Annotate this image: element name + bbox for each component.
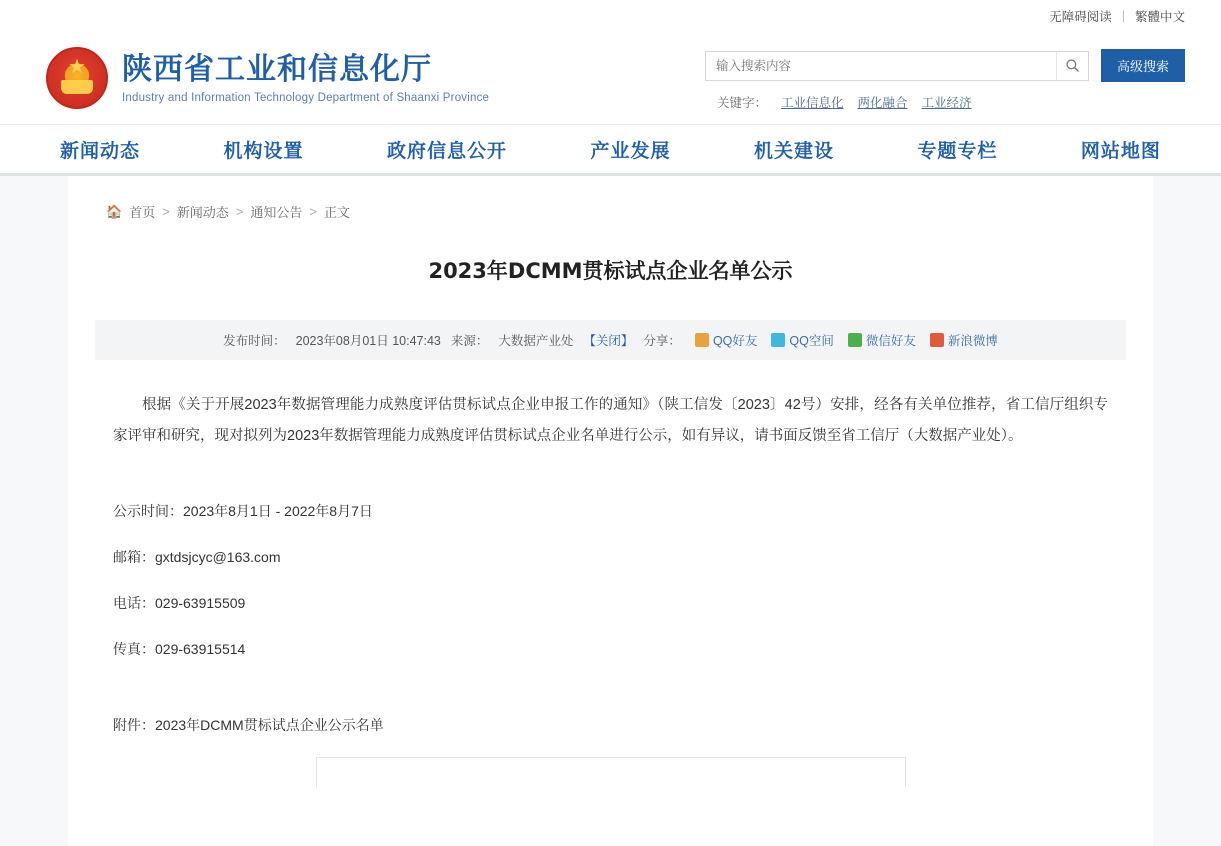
advanced-search-button[interactable]: 高级搜索 [1101, 49, 1185, 82]
home-icon: 🏠 [106, 203, 123, 219]
source-value: 大数据产业处 [498, 334, 574, 349]
article-meta-bar [95, 320, 1126, 360]
page-background [0, 176, 1221, 846]
attachment-line[interactable] [68, 685, 1153, 735]
breadcrumb [68, 176, 1153, 221]
site-brand[interactable] [46, 47, 489, 109]
nav-item-industry-development[interactable]: 产业发展 [590, 139, 671, 162]
keyword-item-1[interactable]: 两化融合 [857, 96, 908, 110]
share-weibo[interactable] [930, 331, 998, 349]
national-emblem-icon [46, 47, 108, 109]
nav-item-organization[interactable]: 机构设置 [223, 139, 304, 162]
site-title-en: Industry and Information Technology Department of Shaanxi Province [122, 92, 490, 104]
nav-item-sitemap[interactable]: 网站地图 [1080, 139, 1161, 162]
info-email: 邮箱：gxtdsjcyc@163.com [113, 549, 281, 566]
article-body [68, 360, 1153, 451]
nav-item-news[interactable]: 新闻动态 [60, 139, 141, 162]
nav-item-special-columns[interactable]: 专题专栏 [917, 139, 998, 162]
publish-time-label: 发布时间： [223, 334, 286, 349]
qq-icon [695, 333, 709, 347]
breadcrumb-item-3: 正文 [324, 205, 351, 220]
breadcrumb-item-0[interactable]: 首页 [129, 205, 156, 220]
attachment-label: 附件：2023年DCMM贯标试点企业公示名单 [113, 717, 384, 734]
source-label: 来源： [450, 334, 489, 349]
publish-time-value: 2023年08月01日 10:47:43 [295, 334, 441, 349]
keyword-list [705, 93, 1185, 111]
site-header [0, 32, 1221, 124]
topbar-separator: | [1121, 9, 1125, 23]
info-public-period: 公示时间：2023年8月1日 - 2022年8月7日 [113, 503, 373, 520]
info-phone: 电话：029-63915509 [113, 595, 246, 612]
share-qq-zone[interactable] [771, 331, 833, 349]
keyword-item-0[interactable]: 工业信息化 [781, 96, 844, 110]
qzone-icon [771, 333, 785, 347]
search-area [705, 45, 1185, 111]
info-fax: 传真：029-63915514 [113, 641, 246, 658]
accessibility-link[interactable]: 无障碍阅读 [1049, 10, 1112, 24]
page-title: 2023年DCMM贯标试点企业名单公示 [428, 259, 793, 283]
share-qq-friend[interactable] [695, 331, 757, 349]
nav-item-government-info[interactable]: 政府信息公开 [386, 139, 507, 162]
share-qq-zone-label: QQ空间 [789, 334, 834, 349]
article-paragraph: 根据《关于开展2023年数据管理能力成熟度评估贯标试点企业申报工作的通知》（陕工信发〔2023〕42号）安排，经各有关单位推荐，省工信厅组织专家评审和研究，现对拟列为2023年数据管理能力成熟度评估贯标试点企业名单进行公示，如有异议，请书面反馈至省工信厅（大数据产业处）。 [113, 397, 1108, 444]
share-wechat[interactable] [848, 331, 916, 349]
breadcrumb-item-2[interactable]: 通知公告 [250, 205, 303, 220]
attachment-preview-box [316, 757, 906, 787]
article-info-list [68, 451, 1153, 659]
search-icon[interactable] [1056, 52, 1088, 80]
close-link[interactable]: 【关闭】 [583, 334, 634, 349]
breadcrumb-separator-2: > [309, 204, 318, 219]
breadcrumb-separator-0: > [162, 204, 170, 219]
traditional-chinese-link[interactable]: 繁體中文 [1134, 10, 1185, 24]
search-box[interactable] [705, 51, 1089, 81]
nav-item-agency-construction[interactable]: 机关建设 [753, 139, 834, 162]
keyword-item-2[interactable]: 工业经济 [921, 96, 972, 110]
share-qq-friend-label: QQ好友 [712, 334, 758, 349]
breadcrumb-item-1[interactable]: 新闻动态 [176, 205, 229, 220]
top-utility-bar [0, 0, 1221, 32]
keyword-label: 关键字： [717, 96, 768, 110]
search-input[interactable] [706, 52, 1056, 80]
share-wechat-label: 微信好友 [865, 334, 916, 349]
breadcrumb-separator-1: > [235, 204, 244, 219]
wechat-icon [848, 333, 862, 347]
main-navigation [0, 124, 1221, 176]
share-list [695, 331, 998, 349]
article-container [68, 176, 1153, 846]
weibo-icon [930, 333, 944, 347]
site-title-cn: 陕西省工业和信息化厅 [122, 52, 432, 87]
share-label: 分享： [643, 334, 681, 349]
share-weibo-label: 新浪微博 [947, 334, 998, 349]
